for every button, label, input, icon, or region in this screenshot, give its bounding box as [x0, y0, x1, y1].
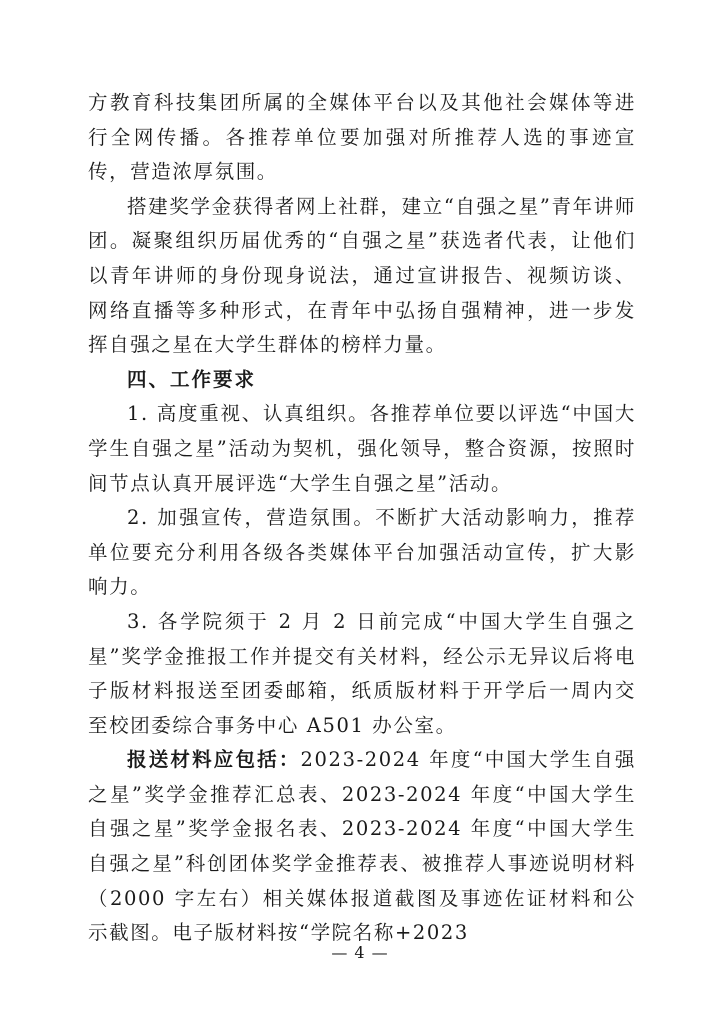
- section-heading: 四、工作要求: [127, 367, 257, 391]
- requirement-item-3: 3. 各学院须于 2 月 2 日前完成“中国大学生自强之星”奖学金推报工作并提交有关材料，经公示无异议后将电子版材料报送至团委邮箱，纸质版材料于开学后一周内交至校团委综合事务中心 A501 办公室。: [88, 609, 636, 737]
- document-body: [88, 86, 636, 951]
- continuation-paragraph: 方教育科技集团所属的全媒体平台以及其他社会媒体等进行全网传播。各推荐单位要加强对所推荐人选的事迹宣传，营造浓厚氛围。: [88, 91, 636, 184]
- page-number: — 4 —: [331, 943, 389, 962]
- materials-text: 2023-2024 年度“中国大学生自强之星”奖学金推荐汇总表、2023-2024 年度“中国大学生自强之星”奖学金报名表、2023-2024 年度“中国大学生自强之星”科创团体奖学金推荐表、被推荐人事迹说明材料（2000 字左右）相关媒体报道截图及事迹佐证材料和公示截图。电子版材料按“学院名称+2023: [88, 748, 636, 945]
- materials-lead: 报送材料应包括：: [127, 748, 301, 772]
- lecturer-group-paragraph: 搭建奖学金获得者网上社群，建立“自强之星”青年讲师团。凝聚组织历届优秀的“自强之星”获选者代表，让他们以青年讲师的身份现身说法，通过宣讲报告、视频访谈、网络直播等多种形式，在青年中弘扬自强精神，进一步发挥自强之星在大学生群体的榜样力量。: [88, 194, 636, 357]
- requirement-item-2: 2. 加强宣传，营造氛围。不断扩大活动影响力，推荐单位要充分利用各级各类媒体平台加强活动宣传，扩大影响力。: [88, 506, 636, 599]
- materials-paragraph: [88, 743, 636, 951]
- requirement-item-1: 1. 高度重视、认真组织。各推荐单位要以评选“中国大学生自强之星”活动为契机，强化领导，整合资源，按照时间节点认真开展评选“大学生自强之星”活动。: [88, 402, 636, 495]
